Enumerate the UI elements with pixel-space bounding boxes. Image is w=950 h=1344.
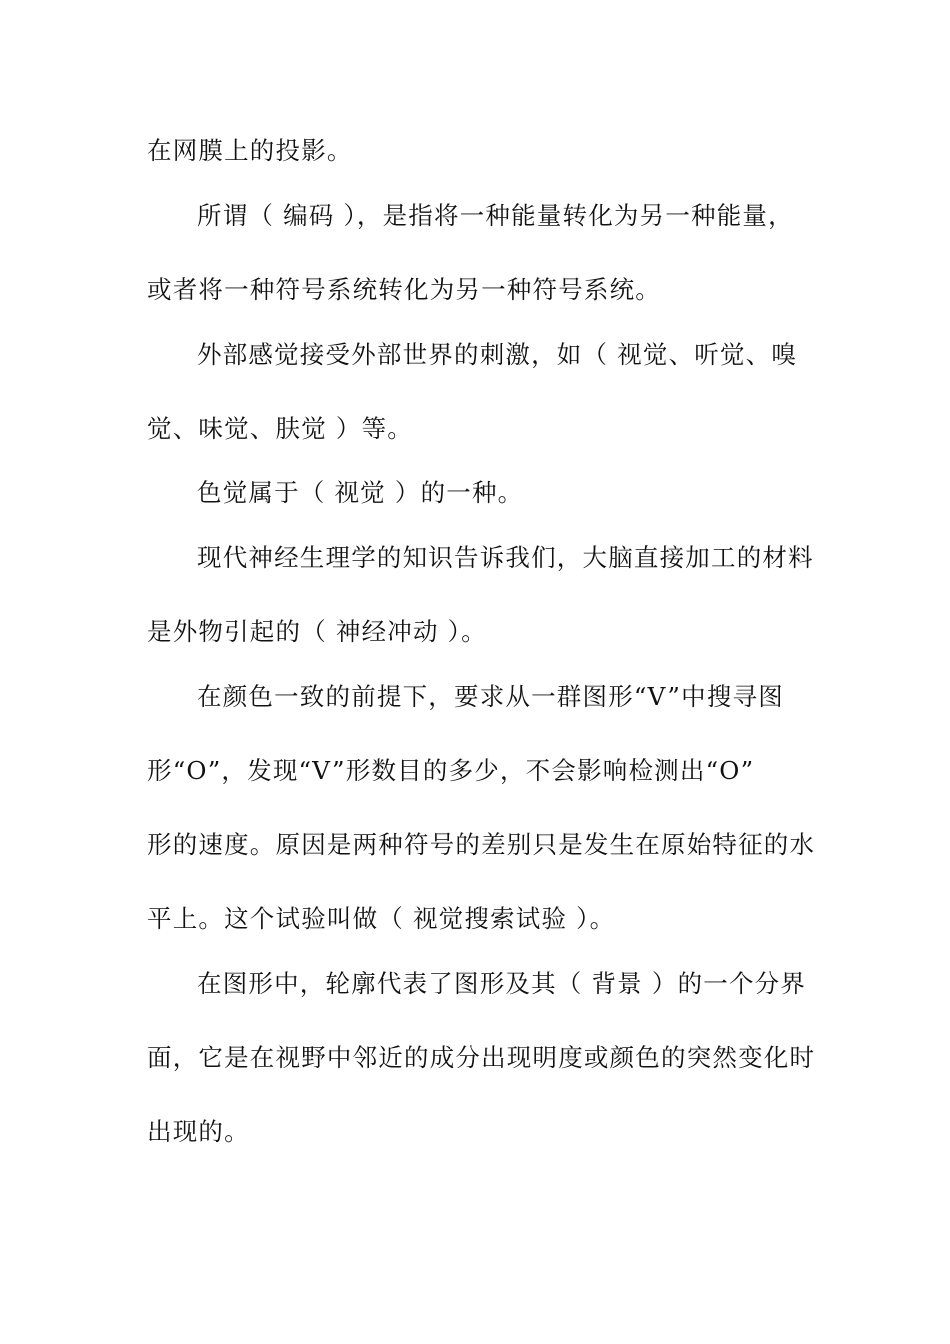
text-line: 外部感觉接受外部世界的刺激，如（ 视觉、听觉、嗅 — [197, 340, 798, 369]
text-line: 面，它是在视野中邻近的成分出现明度或颜色的突然变化时 — [147, 1043, 816, 1072]
text-line: 所谓（ 编码 ），是指将一种能量转化为另一种能量， — [197, 201, 794, 230]
text-line: 在图形中，轮廓代表了图形及其（ 背景 ）的一个分界 — [197, 969, 807, 998]
text-line: 色觉属于（ 视觉 ）的一种。 — [197, 478, 524, 507]
text-line: 或者将一种符号系统转化为另一种符号系统。 — [147, 275, 661, 304]
text-line: 在网膜上的投影。 — [147, 136, 353, 165]
text-line: 觉、味觉、肤觉 ）等。 — [147, 414, 413, 443]
text-line: 形“O”，发现“V”形数目的多少，不会影响检测出“O” — [147, 756, 755, 785]
text-line: 在颜色一致的前提下，要求从一群图形“V”中搜寻图 — [197, 682, 784, 711]
text-line: 形的速度。原因是两种符号的差别只是发生在原始特征的水 — [147, 830, 816, 859]
text-line: 现代神经生理学的知识告诉我们，大脑直接加工的材料 — [197, 543, 814, 572]
text-line: 是外物引起的（ 神经冲动 ）。 — [147, 617, 487, 646]
text-line: 出现的。 — [147, 1117, 250, 1146]
text-line: 平上。这个试验叫做（ 视觉搜索试验 ）。 — [147, 904, 616, 933]
